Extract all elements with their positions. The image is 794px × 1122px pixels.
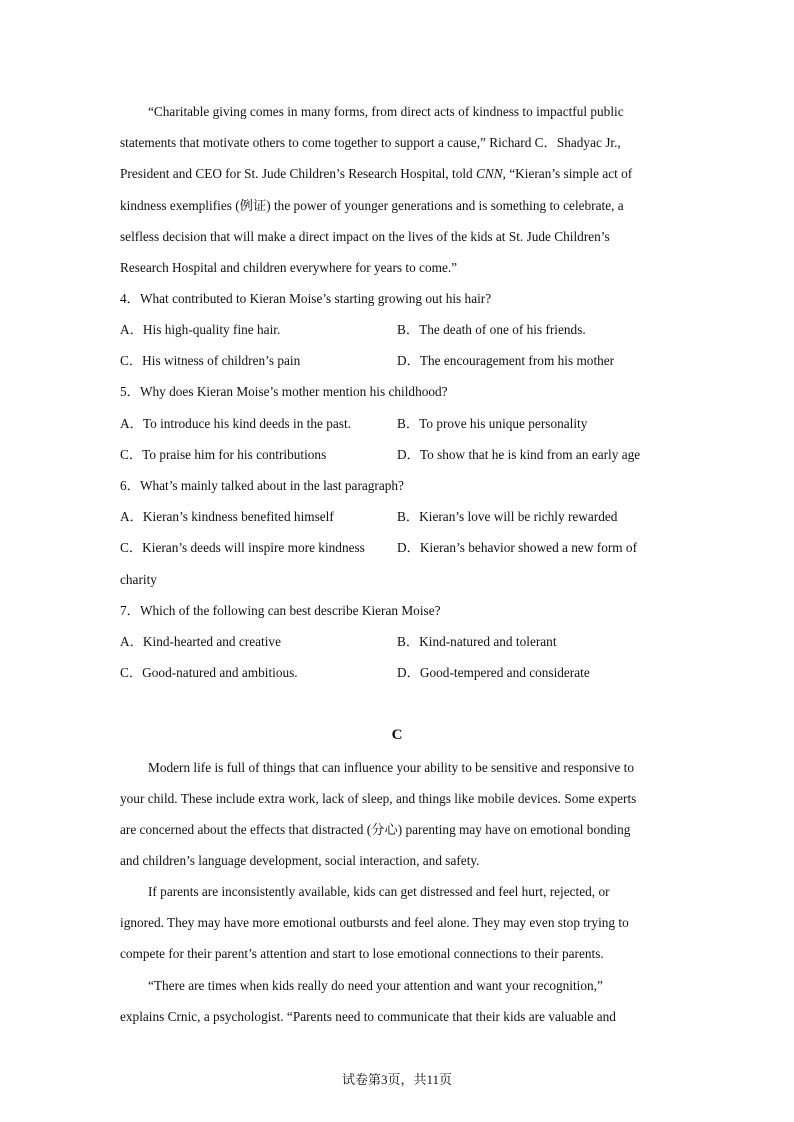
- option-d-continued: charity: [120, 572, 157, 587]
- option-a: A．Kieran’s kindness benefited himself: [120, 509, 334, 524]
- question-stem: 4．What contributed to Kieran Moise’s starting growing out his hair?: [120, 291, 492, 306]
- option-c: C．His witness of children’s pain: [120, 353, 301, 368]
- passage-line: selfless decision that will make a direct impact on the lives of the kids at St. Jude Children’s: [120, 229, 610, 244]
- option-c: C．To praise him for his contributions: [120, 447, 327, 462]
- passage-line: statements that motivate others to come together to support a cause,” Richard C．Shadyac Jr.,: [120, 135, 621, 150]
- option-d: D．Kieran’s behavior showed a new form of: [397, 540, 638, 555]
- option-a: A．His high-quality fine hair.: [120, 322, 281, 337]
- passage-line: Research Hospital and children everywhere for years to come.”: [120, 260, 458, 275]
- passage-line: Modern life is full of things that can influence your ability to be sensitive and responsive to: [148, 760, 634, 775]
- passage-line: President and CEO for St. Jude Children’s Research Hospital, told CNN, “Kieran’s simple act of: [120, 166, 633, 181]
- option-b: B．Kieran’s love will be richly rewarded: [397, 509, 618, 524]
- passage-line: kindness exemplifies (例证) the power of younger generations and is something to celebrate, a: [120, 198, 624, 213]
- option-b: B．Kind-natured and tolerant: [397, 634, 557, 649]
- passage-line: explains Crnic, a psychologist. “Parents need to communicate that their kids are valuable and: [120, 1009, 616, 1024]
- option-b: B．To prove his unique personality: [397, 416, 588, 431]
- question-stem: 5．Why does Kieran Moise’s mother mention his childhood?: [120, 384, 448, 399]
- passage-line: compete for their parent’s attention and start to lose emotional connections to their parents.: [120, 946, 604, 961]
- passage-line: are concerned about the effects that distracted (分心) parenting may have on emotional bonding: [120, 822, 631, 837]
- option-d: D．To show that he is kind from an early age: [397, 447, 641, 462]
- option-a: A．Kind-hearted and creative: [120, 634, 281, 649]
- passage-line: “There are times when kids really do need your attention and want your recognition,”: [148, 978, 603, 993]
- passage-line: your child. These include extra work, lack of sleep, and things like mobile devices. Some experts: [120, 791, 637, 806]
- option-c: C．Kieran’s deeds will inspire more kindness: [120, 540, 365, 555]
- option-c: C．Good-natured and ambitious.: [120, 665, 298, 680]
- option-b: B．The death of one of his friends.: [397, 322, 586, 337]
- option-d: D．The encouragement from his mother: [397, 353, 615, 368]
- option-a: A．To introduce his kind deeds in the past.: [120, 416, 351, 431]
- passage-line: and children’s language development, social interaction, and safety.: [120, 853, 480, 868]
- question-stem: 6．What’s mainly talked about in the last paragraph?: [120, 478, 404, 493]
- section-heading: C: [391, 727, 403, 743]
- passage-line: “Charitable giving comes in many forms, from direct acts of kindness to impactful public: [148, 104, 624, 119]
- option-d: D．Good-tempered and considerate: [397, 665, 590, 680]
- passage-line: If parents are inconsistently available, kids can get distressed and feel hurt, rejected, or: [148, 884, 610, 899]
- question-stem: 7．Which of the following can best describe Kieran Moise?: [120, 603, 441, 618]
- passage-line: ignored. They may have more emotional outbursts and feel alone. They may even stop trying to: [120, 915, 629, 930]
- page-footer: 试卷第3页，共11页: [341, 1072, 453, 1087]
